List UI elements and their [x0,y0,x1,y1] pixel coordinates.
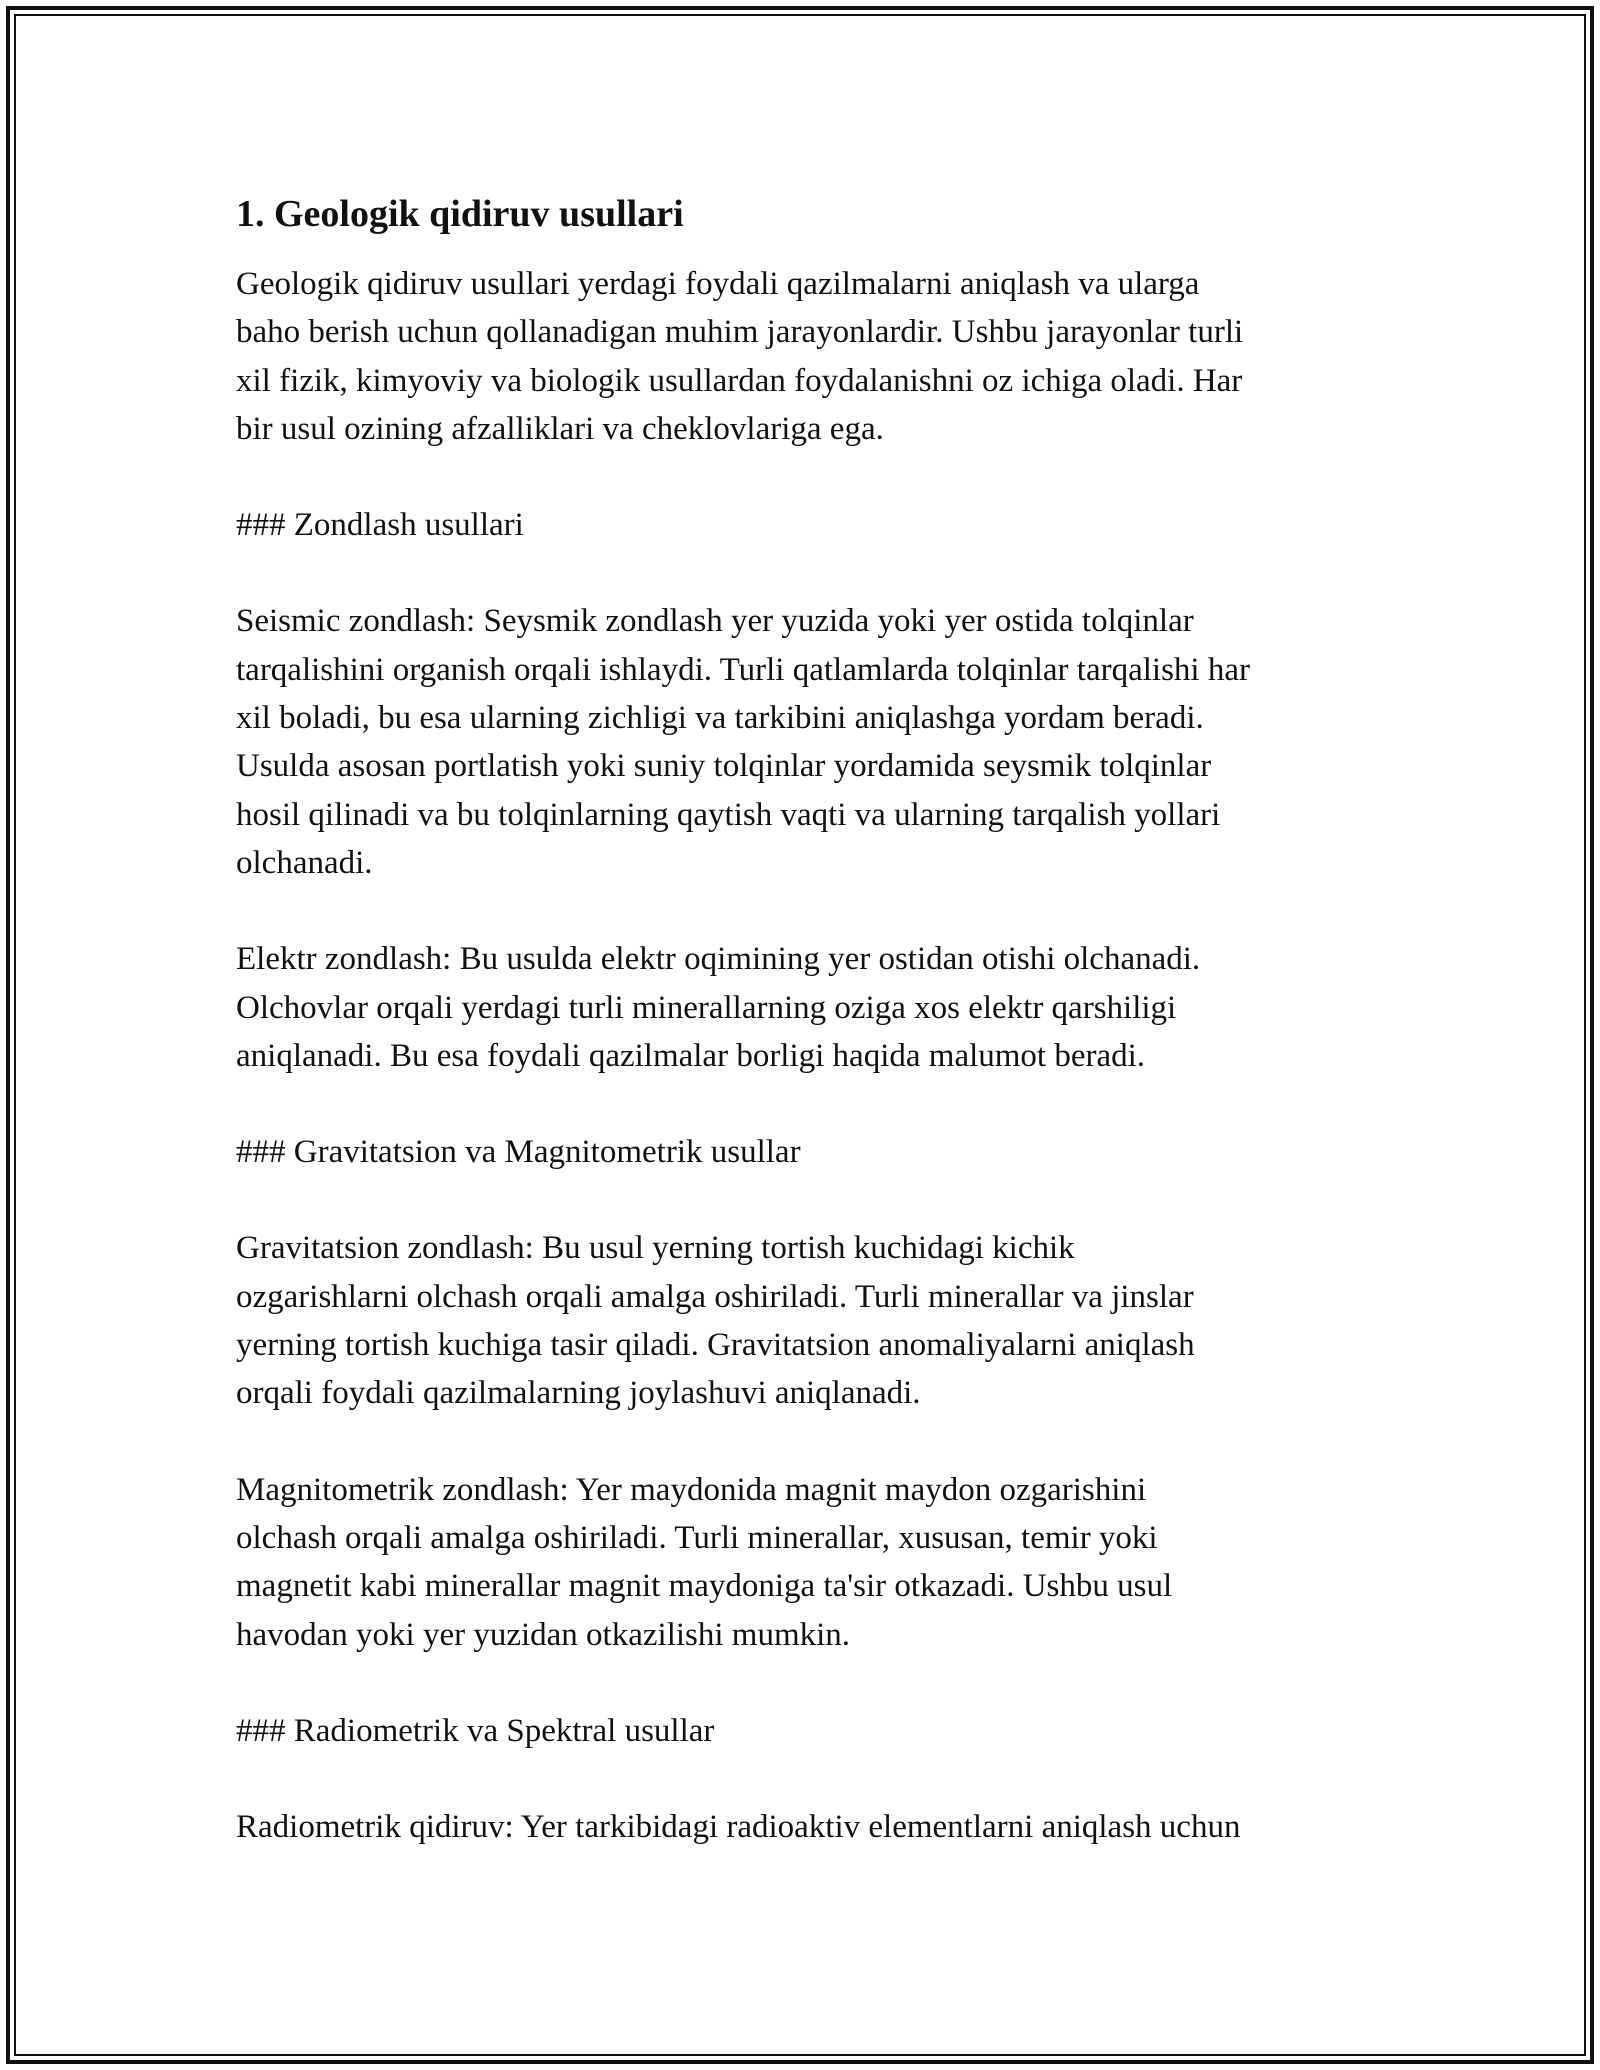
intro-paragraph: Geologik qidiruv usullari yerdagi foydali qazilmalarni aniqlash va ularga baho berish uchun qollanadigan muhim jarayonlardir. Ushbu jarayonlar turli xil fizik, kimyoviy va biologik usullardan foydalanishni oz ichiga oladi. Har bir usul ozining afzalliklari va cheklovlariga ega. [236,266,1244,447]
section-heading-gravitatsion: ### Gravitatsion va Magnitometrik usullar [236,1134,801,1171]
paragraph-elektr: Elektr zondlash: Bu usulda elektr oqimining yer ostidan otishi olchanadi. Olchovlar orqali yerdagi turli minerallarning oziga xos elektr qarshiligi aniqlanadi. Bu esa foydali qazilmalar borligi haqida malumot beradi. [236,941,1201,1074]
paragraph-magnitometrik: Magnitometrik zondlash: Yer maydonida magnit maydon ozgarishini olchash orqali amalga oshiriladi. Turli minerallar, xususan, temir yoki magnetit kabi minerallar magnit maydoniga ta'sir otkazadi. Ushbu usul havodan yoki yer yuzidan otkazilishi mumkin. [236,1471,1173,1653]
section-heading-zondlash: ### Zondlash usullari [236,507,524,544]
section-heading-radiometrik: ### Radiometrik va Spektral usullar [236,1712,715,1749]
paragraph-gravitatsion: Gravitatsion zondlash: Bu usul yerning tortish kuchidagi kichik ozgarishlarni olchash orqali amalga oshiriladi. Turli minerallar va jinslar yerning tortish kuchiga tasir qiladi. Gravitatsion anomaliyalarni aniqlash orqali foydali qazilmalarning joylashuvi aniqlanadi. [236,1230,1195,1412]
document-content [236,188,1376,1899]
document-title: 1. Geologik qidiruv usullari [236,193,684,235]
paragraph-seismic: Seismic zondlash: Seysmik zondlash yer yuzida yoki yer ostida tolqinlar tarqalishini organish orqali ishlaydi. Turli qatlamlarda tolqinlar tarqalishi har xil boladi, bu esa ularning zichligi va tarkibini aniqlashga yordam beradi. Usulda asosan portlatish yoki suniy tolqinlar yordamida seysmik tolqinlar hosil qilinadi va bu tolqinlarning qaytish vaqti va ularning tarqalish yollari olchanadi. [236,603,1250,881]
paragraph-radiometrik: Radiometrik qidiruv: Yer tarkibidagi radioaktiv elementlarni aniqlash uchun [236,1809,1241,1846]
